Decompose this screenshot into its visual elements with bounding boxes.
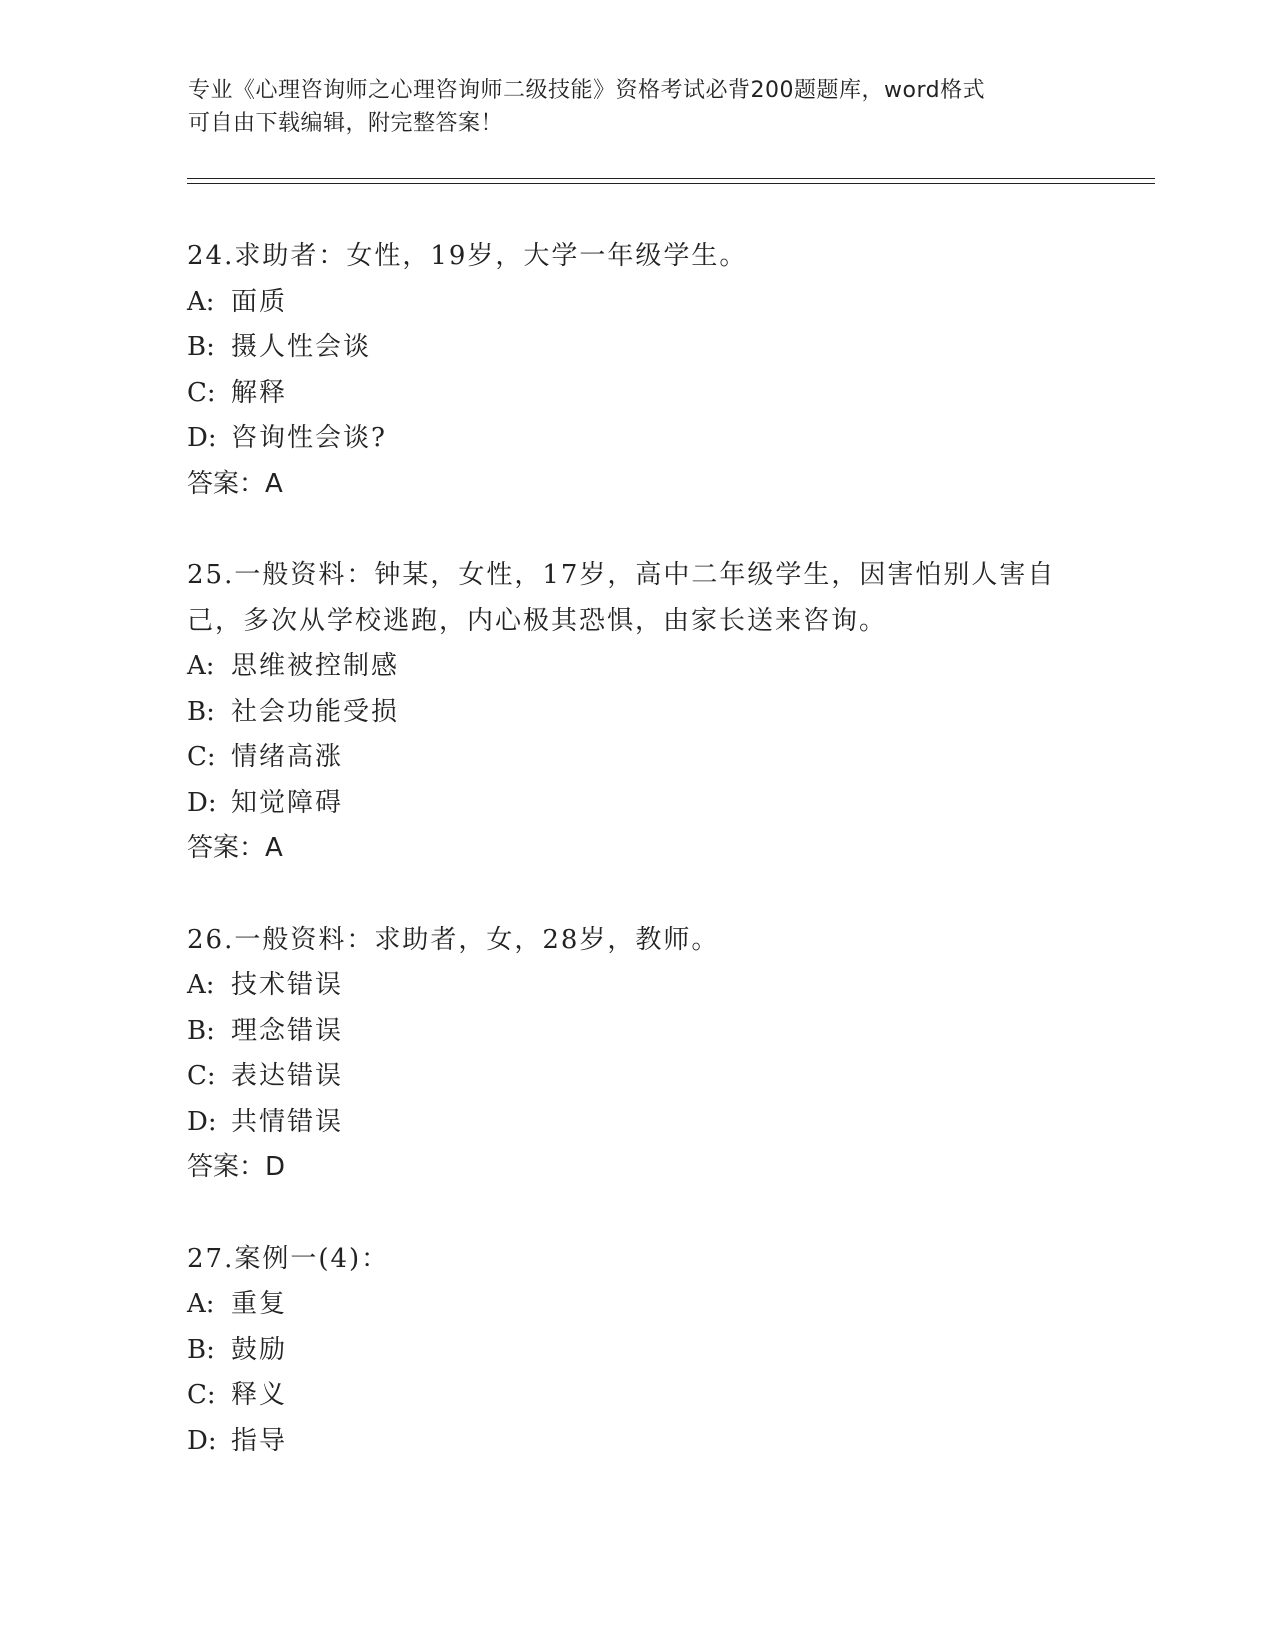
option-a xyxy=(187,280,1087,326)
option-letter: B: xyxy=(187,1015,215,1046)
answer-line: 答案：D xyxy=(187,1152,286,1182)
option-b xyxy=(187,1328,1087,1374)
question-26 xyxy=(187,918,1087,1191)
header-line-2: 可自由下载编辑，附完整答案！ xyxy=(188,111,504,136)
option-letter: B: xyxy=(187,696,215,727)
question-stem: 27.案例一(4)： xyxy=(187,1243,390,1274)
option-text: 鼓励 xyxy=(231,1334,288,1365)
option-c xyxy=(187,1054,1087,1100)
option-d xyxy=(187,416,1087,462)
option-letter: C: xyxy=(187,742,216,772)
question-spacer xyxy=(187,1191,1087,1237)
option-text: 指导 xyxy=(231,1425,288,1456)
question-stem: 26.一般资料：求助者，女，28岁，教师。 xyxy=(187,924,720,955)
option-letter: D: xyxy=(187,787,217,818)
option-text: 技术错误 xyxy=(231,970,344,1000)
option-c xyxy=(187,371,1087,417)
option-text: 重复 xyxy=(231,1289,288,1319)
option-letter: D: xyxy=(187,423,217,453)
option-letter: A: xyxy=(187,651,215,681)
answer-line: 答案：A xyxy=(187,468,283,499)
option-b xyxy=(187,325,1087,371)
question-spacer xyxy=(187,872,1087,918)
option-letter: C: xyxy=(187,1061,216,1091)
option-letter: D: xyxy=(187,1425,217,1456)
option-text: 社会功能受损 xyxy=(231,696,400,727)
question-24 xyxy=(187,234,1087,507)
option-letter: C: xyxy=(187,1380,216,1410)
question-25 xyxy=(187,553,1087,872)
option-letter: A: xyxy=(187,1289,215,1319)
header-divider-top xyxy=(187,178,1155,179)
option-text: 摄人性会谈 xyxy=(231,332,372,362)
question-stem: 25.一般资料：钟某，女性，17岁，高中二年级学生，因害怕别人害自己，多次从学校逃跑，内心极其恐惧，由家长送来咨询。 xyxy=(187,560,1056,636)
option-text: 情绪高涨 xyxy=(231,742,344,772)
option-letter: B: xyxy=(187,1334,215,1365)
option-text: 释义 xyxy=(231,1380,288,1410)
option-letter: B: xyxy=(187,332,215,362)
answer-line: 答案：A xyxy=(187,833,283,863)
option-d xyxy=(187,781,1087,827)
option-letter: C: xyxy=(187,377,216,408)
option-a xyxy=(187,963,1087,1009)
option-text: 解释 xyxy=(231,377,288,408)
option-text: 表达错误 xyxy=(231,1061,344,1091)
question-stem: 24.求助者：女性，19岁，大学一年级学生。 xyxy=(187,241,748,271)
option-b xyxy=(187,1009,1087,1055)
option-letter: A: xyxy=(187,970,215,1000)
option-text: 知觉障碍 xyxy=(231,787,344,818)
option-d xyxy=(187,1419,1087,1465)
option-text: 共情错误 xyxy=(231,1106,344,1137)
option-text: 咨询性会谈? xyxy=(231,423,387,453)
option-a xyxy=(187,1282,1087,1328)
question-27 xyxy=(187,1237,1087,1465)
option-b xyxy=(187,690,1087,736)
document-header xyxy=(188,74,1088,140)
option-letter: A: xyxy=(187,286,215,317)
option-a xyxy=(187,644,1087,690)
option-letter: D: xyxy=(187,1106,217,1137)
option-d xyxy=(187,1100,1087,1146)
header-divider-bottom xyxy=(187,183,1155,184)
option-text: 理念错误 xyxy=(231,1015,344,1046)
option-text: 面质 xyxy=(231,286,288,317)
option-c xyxy=(187,1373,1087,1419)
option-c xyxy=(187,735,1087,781)
question-list xyxy=(187,234,1087,1464)
question-spacer xyxy=(187,507,1087,553)
header-line-1: 专业《心理咨询师之心理咨询师二级技能》资格考试必背200题题库，word格式 xyxy=(188,78,986,103)
option-text: 思维被控制感 xyxy=(231,651,400,681)
